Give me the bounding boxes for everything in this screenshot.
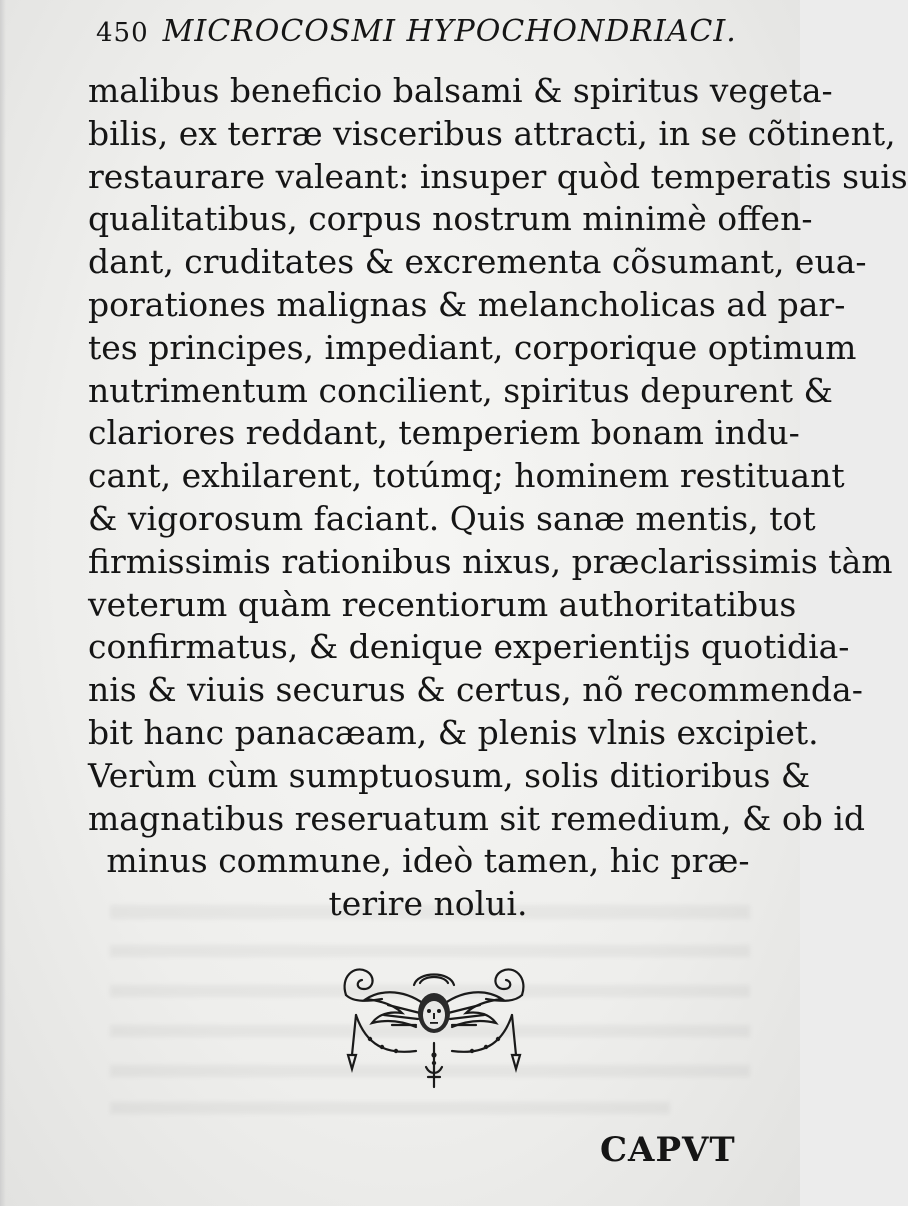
winged-cherub-head-ornament-icon [336,955,532,1090]
text-line: cant, exhilarent, totúmq; hominem restituant [88,456,845,496]
text-line: dant, cruditates & excrementa cõsumant, eua- [88,242,867,282]
text-line: qualitatibus, corpus nostrum minimè offen- [88,199,813,239]
text-block [88,70,908,926]
text-line: porationes malignas & melancholicas ad par- [88,284,846,324]
catchword: CAPVT [600,1130,736,1170]
text-line: nis & viuis securus & certus, nõ recommenda- [88,670,863,710]
text-line: bit hanc panacæam, & plenis vlnis excipiet. [88,712,819,752]
text-line: Verùm cùm sumptuosum, solis ditioribus & [88,755,811,795]
text-line: firmissimis rationibus nixus, præclarissimis tàm [88,541,893,581]
text-line: magnatibus reseruatum sit remedium, & ob id [88,798,865,838]
page-number: 450 [96,18,149,48]
text-line: confirmatus, & denique experientijs quotidia- [88,627,850,667]
running-title: MICROCOSMI HYPOCHONDRIACI. [162,14,737,49]
text-line: malibus beneficio balsami & spiritus vegeta- [88,71,833,110]
text-line-centered: terire nolui. [328,884,528,924]
text-line: & vigorosum faciant. Quis sanæ mentis, tot [88,498,816,538]
text-line: clariores reddant, temperiem bonam indu- [88,413,800,453]
text-line-centered: minus commune, ideò tamen, hic præ- [106,841,750,881]
running-header [96,14,737,49]
page-edge-shadow [0,0,6,1206]
text-line: restaurare valeant: insuper quòd temperatis suis [88,156,908,196]
text-line: tes principes, impediant, corporique optimum [88,327,857,367]
text-line: veterum quàm recentiorum authoritatibus [88,584,797,624]
text-line: bilis, ex terræ visceribus attracti, in se cõtinent, [88,113,896,153]
text-line: nutrimentum concilient, spiritus depurent & [88,370,833,410]
